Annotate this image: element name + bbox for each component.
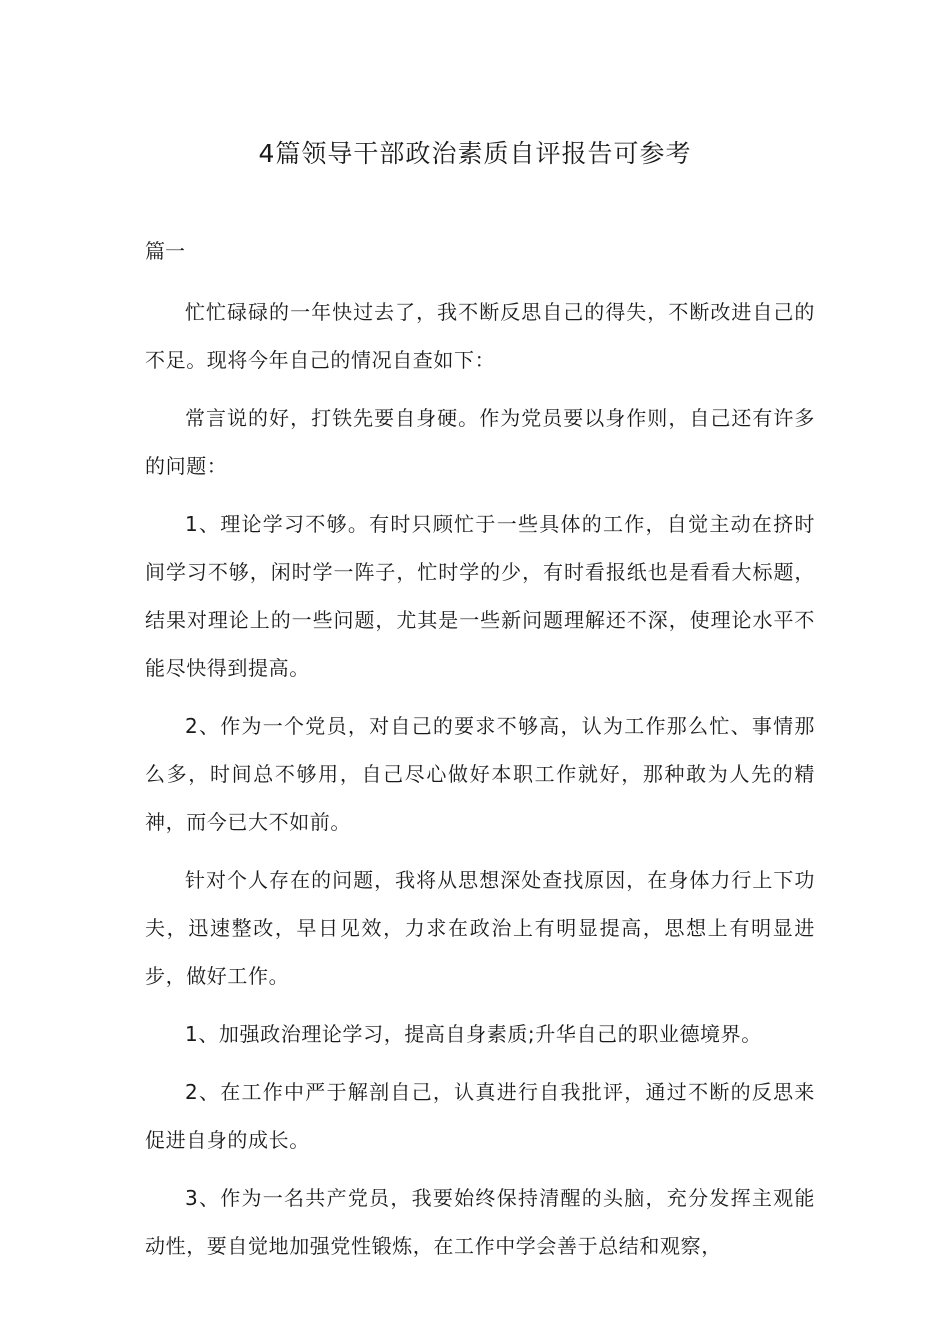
paragraph: 1、理论学习不够。有时只顾忙于一些具体的工作，自觉主动在挤时间学习不够，闲时学一阵子，忙时学的少，有时看报纸也是看看大标题，结果对理论上的一些问题，尤其是一些新问题理解还不深，使理论水平不能尽快得到提高。: [145, 512, 815, 680]
paragraph: 2、作为一个党员，对自己的要求不够高，认为工作那么忙、事情那么多，时间总不够用，自己尽心做好本职工作就好，那种敢为人先的精神，而今已大不如前。: [145, 714, 815, 834]
document-title: 4篇领导干部政治素质自评报告可参考: [258, 139, 692, 168]
paragraph: 针对个人存在的问题，我将从思想深处查找原因，在身体力行上下功夫，迅速整改，早日见效，力求在政治上有明显提高，思想上有明显进步，做好工作。: [145, 868, 815, 988]
paragraph: 忙忙碌碌的一年快过去了，我不断反思自己的得失，不断改进自己的不足。现将今年自己的情况自查如下：: [145, 300, 815, 372]
paragraph: 3、作为一名共产党员，我要始终保持清醒的头脑，充分发挥主观能动性，要自觉地加强党性锻炼，在工作中学会善于总结和观察，: [145, 1186, 815, 1258]
section-label: 篇一: [145, 239, 185, 263]
paragraph: 常言说的好，打铁先要自身硬。作为党员要以身作则，自己还有许多的问题：: [145, 406, 815, 478]
document-body: [145, 232, 815, 1280]
paragraph: 2、在工作中严于解剖自己，认真进行自我批评，通过不断的反思来促进自身的成长。: [145, 1080, 815, 1152]
paragraph: 1、加强政治理论学习，提高自身素质;升华自己的职业德境界。: [185, 1022, 762, 1046]
